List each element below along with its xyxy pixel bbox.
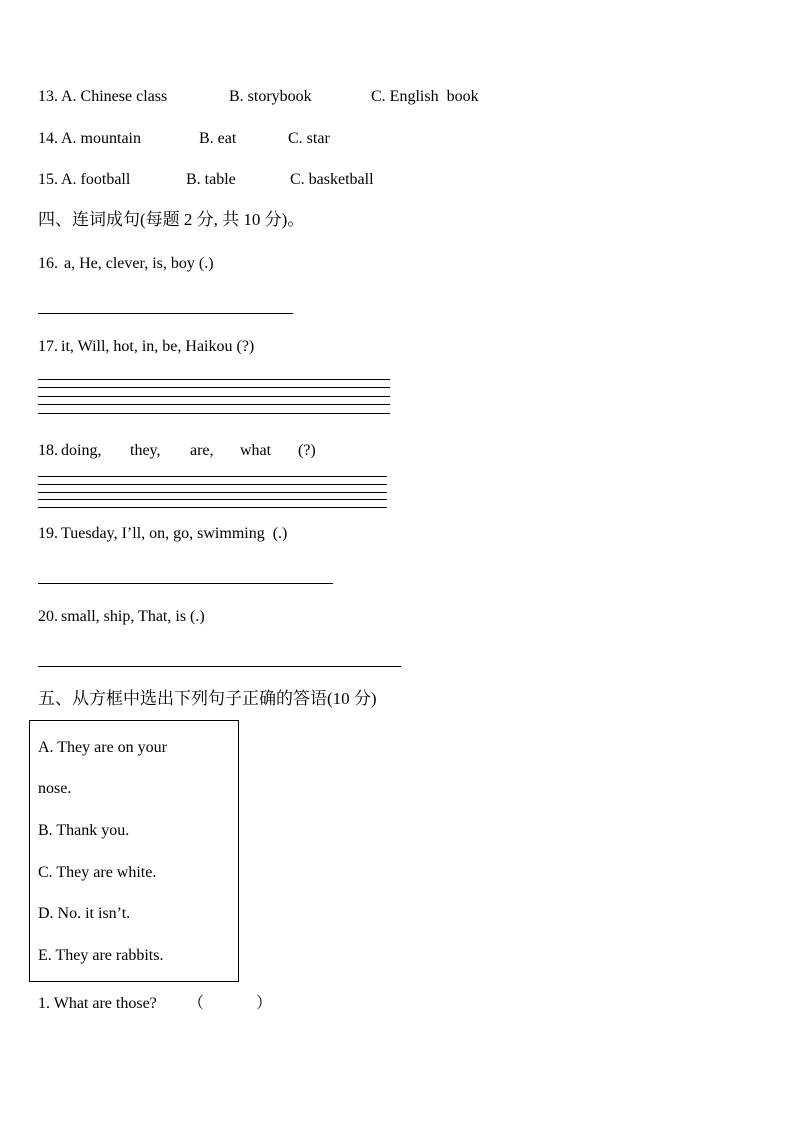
matching-question-1 — [38, 994, 298, 1074]
question-number: 16. — [38, 255, 58, 272]
word: (?) — [298, 442, 316, 459]
question-number: 13. — [38, 88, 58, 105]
question-number: 17. — [38, 338, 58, 355]
question-17 — [38, 337, 358, 397]
answer-line — [38, 507, 387, 508]
answer-line — [38, 413, 390, 414]
section-4-heading: 四、连词成句(每题 2 分, 共 10 分)。 — [38, 210, 305, 229]
option-b: B. storybook — [229, 88, 312, 105]
answer-line — [38, 476, 387, 477]
answer-blank-close[interactable]: ） — [256, 995, 273, 1012]
option-a: A. Chinese class — [61, 88, 168, 105]
question-text: 1. What are those? — [38, 995, 157, 1012]
question-prompt: it, Will, hot, in, be, Haikou (?) — [61, 338, 255, 355]
option-b: B. table — [186, 171, 236, 188]
answer-blank-open[interactable]: （ — [188, 995, 205, 1012]
answer-line — [38, 583, 333, 584]
option-a-continued: nose. — [38, 780, 72, 797]
question-prompt: small, ship, That, is (.) — [61, 608, 205, 625]
option-c: C. star — [288, 130, 330, 147]
answer-line — [38, 387, 390, 388]
option-d: D. No. it isn’t. — [38, 905, 131, 922]
option-c: C. basketball — [290, 171, 374, 188]
answer-line — [38, 313, 293, 314]
option-a: A. They are on your — [38, 739, 167, 756]
answer-line — [38, 499, 387, 500]
question-prompt: a, He, clever, is, boy (.) — [60, 255, 214, 272]
section-5-heading: 五、从方框中选出下列句子正确的答语(10 分) — [38, 689, 377, 708]
word: they, — [130, 442, 161, 459]
option-b: B. eat — [199, 130, 237, 147]
question-16 — [38, 254, 338, 314]
option-e: E. They are rabbits. — [38, 947, 164, 964]
word: doing, — [61, 442, 102, 459]
word: what — [240, 442, 272, 459]
option-c: C. They are white. — [38, 864, 157, 881]
answer-options-box — [29, 720, 239, 982]
option-a: A. mountain — [61, 130, 141, 147]
option-a: A. football — [61, 171, 131, 188]
question-prompt: Tuesday, I’ll, on, go, swimming (.) — [61, 525, 288, 542]
question-number: 19. — [38, 525, 58, 542]
question-number: 18. — [38, 442, 58, 459]
answer-line — [38, 404, 390, 405]
answer-line — [38, 379, 390, 380]
answer-line — [38, 484, 387, 485]
option-c: C. English book — [371, 88, 479, 105]
word: are, — [190, 442, 214, 459]
question-number: 20. — [38, 608, 58, 625]
answer-line — [38, 396, 390, 397]
question-number: 15. — [38, 171, 58, 188]
answer-line — [38, 492, 387, 493]
question-19 — [38, 524, 358, 584]
question-number: 14. — [38, 130, 58, 147]
question-20 — [38, 607, 298, 667]
option-b: B. Thank you. — [38, 822, 130, 839]
answer-line — [38, 666, 401, 667]
